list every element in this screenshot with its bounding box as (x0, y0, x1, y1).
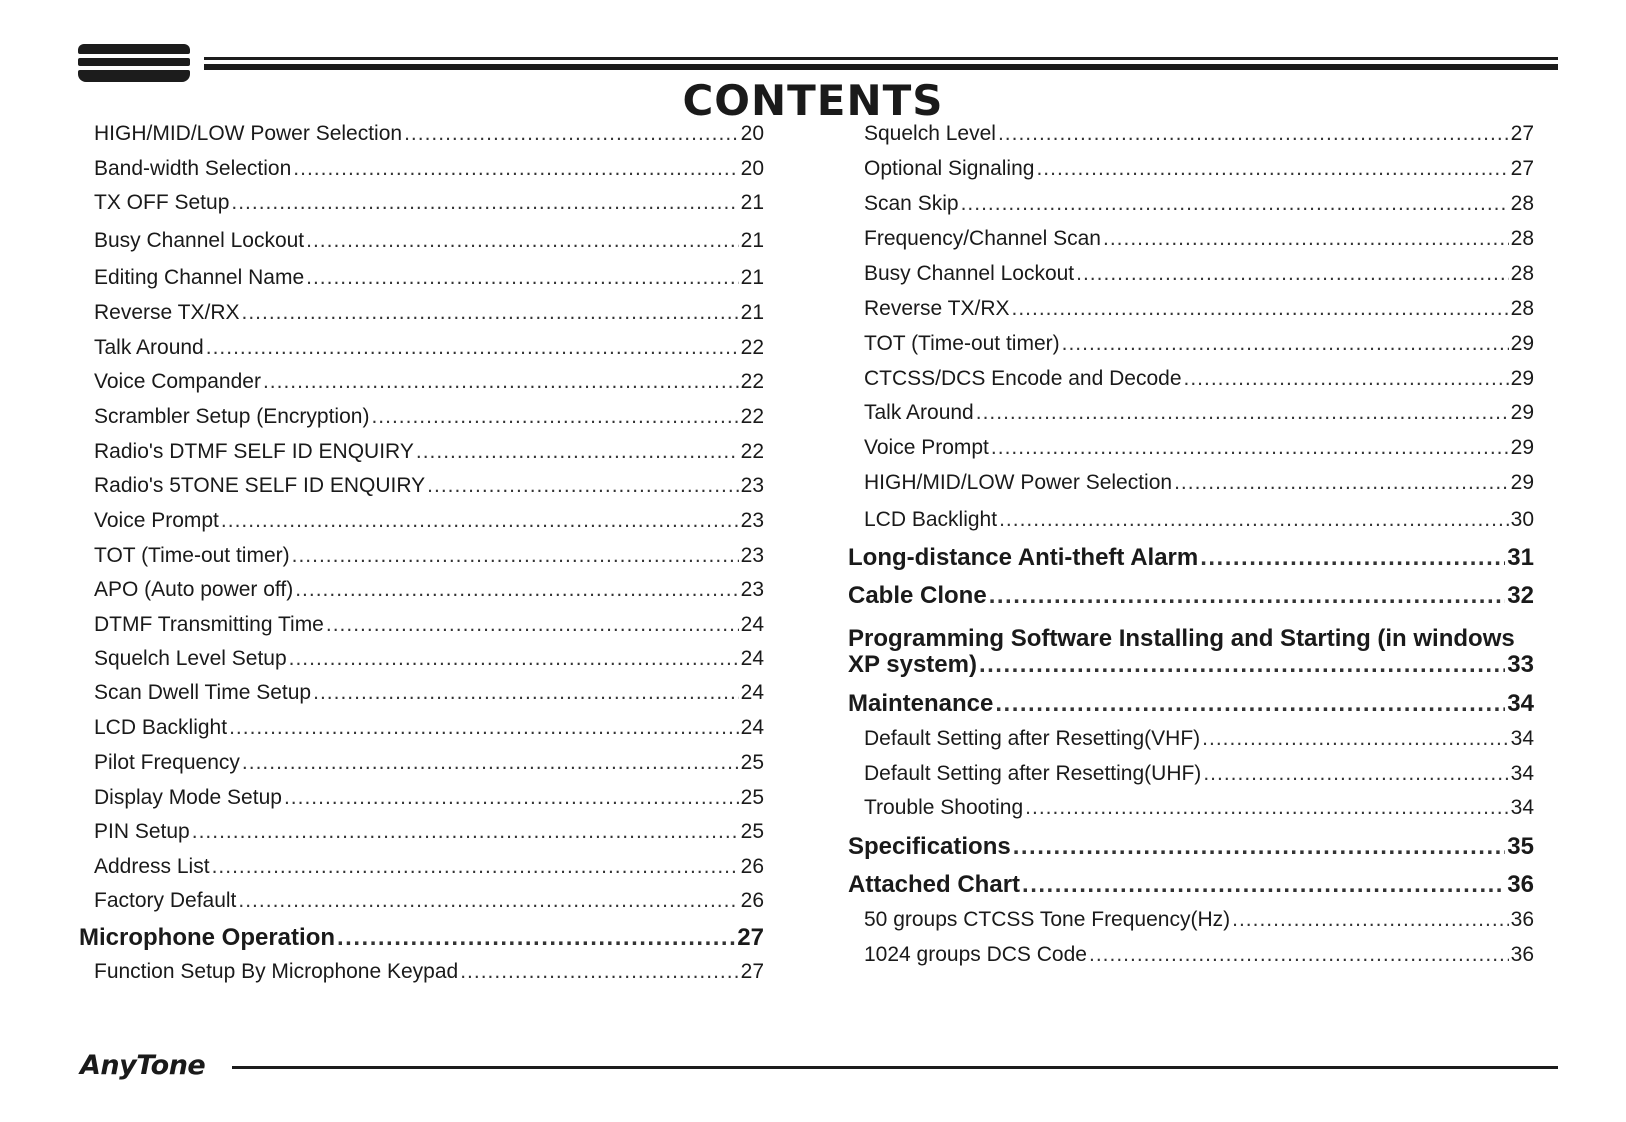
dot-leader (1174, 471, 1509, 495)
toc-entry[interactable] (94, 157, 764, 181)
toc-entry-title: Optional Signaling (864, 157, 1035, 180)
dot-leader (976, 401, 1509, 425)
toc-entry-title: Attached Chart (848, 871, 1021, 898)
toc-entry-title: Factory Default (94, 889, 237, 912)
toc-entry[interactable] (94, 440, 764, 464)
dot-leader (206, 336, 739, 360)
toc-entry[interactable] (864, 332, 1534, 356)
toc-entry[interactable] (94, 301, 764, 325)
toc-entry-title: TOT (Time-out timer) (94, 544, 290, 567)
dot-leader (1203, 762, 1508, 786)
toc-entry-title: Long-distance Anti-theft Alarm (848, 544, 1199, 571)
toc-entry[interactable] (94, 229, 764, 253)
dot-leader (1012, 297, 1509, 321)
toc-entry-page: 21 (740, 229, 764, 252)
toc-entry-page: 34 (1510, 762, 1534, 785)
toc-entry-title: 1024 groups DCS Code (864, 943, 1087, 966)
toc-entry-page: 34 (1510, 727, 1534, 750)
toc-entry-page: 25 (740, 820, 764, 843)
toc-entry-title: Address List (94, 855, 210, 878)
toc-entry[interactable] (94, 855, 764, 879)
dot-leader (1200, 544, 1505, 572)
toc-entry[interactable] (94, 681, 764, 705)
toc-entry-page: 35 (1507, 833, 1534, 860)
toc-entry-page: 29 (1510, 436, 1534, 459)
toc-entry-page: 27 (1510, 157, 1534, 180)
toc-entry[interactable] (864, 727, 1534, 751)
toc-entry[interactable] (94, 191, 764, 215)
toc-entry-title: Scan Skip (864, 192, 959, 215)
toc-entry[interactable] (94, 370, 764, 394)
toc-entry-title: Band-width Selection (94, 157, 292, 180)
dot-leader (295, 578, 738, 602)
toc-entry-page: 36 (1510, 943, 1534, 966)
toc-entry-title: Reverse TX/RX (94, 301, 240, 324)
toc-entry[interactable] (864, 122, 1534, 146)
dot-leader (192, 820, 739, 844)
toc-entry[interactable] (864, 508, 1534, 532)
toc-entry-page: 20 (740, 122, 764, 145)
header-bar (78, 58, 190, 66)
toc-entry-page: 22 (740, 405, 764, 428)
toc-entry-page: 25 (740, 786, 764, 809)
toc-entry-page: 29 (1510, 401, 1534, 424)
toc-entry[interactable] (864, 192, 1534, 216)
toc-entry-page: 30 (1510, 508, 1534, 531)
toc-entry[interactable] (94, 509, 764, 533)
toc-entry-title: LCD Backlight (864, 508, 998, 531)
toc-entry[interactable] (864, 471, 1534, 495)
dot-leader (263, 370, 739, 394)
toc-entry-page: 23 (740, 578, 764, 601)
dot-leader (326, 613, 739, 637)
toc-entry-title: Voice Compander (94, 370, 261, 393)
toc-entry-page: 27 (1510, 122, 1534, 145)
toc-entry-title: Default Setting after Resetting(VHF) (864, 727, 1201, 750)
toc-entry-title: Microphone Operation (79, 924, 336, 951)
dot-leader (1103, 227, 1509, 251)
dot-leader (416, 440, 739, 464)
toc-entry[interactable] (864, 262, 1534, 286)
dot-leader (998, 122, 1509, 146)
toc-entry[interactable] (94, 336, 764, 360)
toc-entry-page: 34 (1510, 796, 1534, 819)
toc-entry-title: Function Setup By Microphone Keypad (94, 960, 459, 983)
toc-entry-title: Radio's 5TONE SELF ID ENQUIRY (94, 474, 426, 497)
toc-entry-page: 24 (740, 716, 764, 739)
toc-entry[interactable] (79, 924, 764, 952)
toc-entry-page: 29 (1510, 332, 1534, 355)
toc-entry-page: 20 (740, 157, 764, 180)
dot-leader (284, 786, 739, 810)
dot-leader (292, 544, 739, 568)
toc-entry-page: 25 (740, 751, 764, 774)
toc-entry[interactable] (94, 474, 764, 498)
toc-entry-page: 21 (740, 191, 764, 214)
toc-entry-title: Pilot Frequency (94, 751, 240, 774)
toc-entry-page: 28 (1510, 297, 1534, 320)
toc-entry-title: Busy Channel Lockout (864, 262, 1075, 285)
toc-entry-page: 29 (1510, 471, 1534, 494)
toc-entry-page: 26 (740, 889, 764, 912)
header-bar (78, 44, 190, 54)
toc-entry-title: Voice Prompt (94, 509, 219, 532)
dot-leader (427, 474, 738, 498)
toc-entry-page: 27 (740, 960, 764, 983)
toc-entry-title: Maintenance (848, 690, 994, 717)
toc-entry-page: 36 (1507, 871, 1534, 898)
dot-leader (1025, 796, 1508, 820)
toc-entry[interactable] (864, 367, 1534, 391)
dot-leader (306, 266, 739, 290)
dot-leader (337, 924, 735, 952)
toc-entry-page: 22 (740, 336, 764, 359)
toc-entry-page: 32 (1507, 582, 1534, 609)
toc-entry-page: 24 (740, 613, 764, 636)
toc-entry-page: 33 (1507, 651, 1534, 678)
dot-leader (961, 192, 1509, 216)
toc-entry-title: DTMF Transmitting Time (94, 613, 324, 636)
toc-entry[interactable] (94, 613, 764, 637)
toc-entry-title: HIGH/MID/LOW Power Selection (864, 471, 1173, 494)
toc-entry-page: 24 (740, 681, 764, 704)
toc-entry-page: 23 (740, 474, 764, 497)
toc-entry[interactable] (864, 401, 1534, 425)
toc-entry-page: 28 (1510, 192, 1534, 215)
toc-entry-title: XP system) (848, 651, 977, 678)
toc-entry[interactable] (864, 227, 1534, 251)
toc-entry-title: HIGH/MID/LOW Power Selection (94, 122, 403, 145)
toc-entry[interactable] (94, 889, 764, 913)
toc-entry[interactable] (94, 122, 764, 146)
toc-entry[interactable] (848, 871, 1534, 899)
dot-leader (991, 436, 1509, 460)
toc-entry[interactable] (94, 820, 764, 844)
dot-leader (293, 157, 738, 181)
toc-entry-title: Talk Around (864, 401, 974, 424)
toc-entry-title: CTCSS/DCS Encode and Decode (864, 367, 1182, 390)
toc-entry[interactable] (864, 908, 1534, 932)
toc-entry[interactable] (94, 266, 764, 290)
dot-leader (1202, 727, 1508, 751)
toc-entry-title: Frequency/Channel Scan (864, 227, 1101, 250)
toc-entry[interactable] (864, 796, 1534, 820)
toc-entry[interactable] (864, 762, 1534, 786)
toc-entry-title: TOT (Time-out timer) (864, 332, 1060, 355)
toc-entry[interactable] (94, 578, 764, 602)
header-rule (204, 64, 1558, 70)
dot-leader (1232, 908, 1509, 932)
toc-entry-page: 36 (1510, 908, 1534, 931)
toc-entry-page: 27 (737, 924, 764, 951)
toc-entry-title: Editing Channel Name (94, 266, 305, 289)
toc-entry-title: Scan Dwell Time Setup (94, 681, 312, 704)
toc-entry-title-line1[interactable]: Programming Software Installing and Starting (in windows (848, 625, 1515, 652)
dot-leader (995, 690, 1505, 718)
toc-entry[interactable] (864, 157, 1534, 181)
dot-leader (1022, 871, 1505, 899)
toc-entry[interactable] (94, 716, 764, 740)
toc-entry-page: 34 (1507, 690, 1534, 717)
dot-leader (212, 855, 739, 879)
toc-entry[interactable] (94, 647, 764, 671)
footer-rule (232, 1066, 1558, 1069)
dot-leader (1062, 332, 1509, 356)
toc-entry-page: 29 (1510, 367, 1534, 390)
toc-entry[interactable] (94, 405, 764, 429)
dot-leader (371, 405, 738, 429)
toc-entry[interactable] (94, 786, 764, 810)
toc-entry-title: APO (Auto power off) (94, 578, 294, 601)
toc-entry[interactable] (864, 943, 1534, 967)
dot-leader (1013, 833, 1506, 861)
dot-leader (221, 509, 739, 533)
toc-entry-title: Trouble Shooting (864, 796, 1024, 819)
toc-entry[interactable] (848, 690, 1534, 718)
dot-leader (979, 651, 1505, 679)
toc-entry-title: Cable Clone (848, 582, 987, 609)
dot-leader (238, 889, 738, 913)
toc-entry[interactable] (848, 582, 1534, 610)
toc-entry[interactable] (848, 651, 1534, 679)
toc-entry-title: LCD Backlight (94, 716, 228, 739)
toc-entry-title: Talk Around (94, 336, 204, 359)
brand-logo: AnyTone (80, 1050, 206, 1081)
toc-entry[interactable] (864, 297, 1534, 321)
dot-leader (1036, 157, 1508, 181)
dot-leader (460, 960, 738, 984)
dot-leader (231, 191, 738, 215)
dot-leader (989, 582, 1506, 610)
dot-leader (313, 681, 739, 705)
toc-entry-title: Reverse TX/RX (864, 297, 1010, 320)
dot-leader (1184, 367, 1509, 391)
dot-leader (242, 751, 739, 775)
toc-entry-page: 23 (740, 544, 764, 567)
toc-entry-title: Default Setting after Resetting(UHF) (864, 762, 1202, 785)
dot-leader (999, 508, 1509, 532)
toc-entry[interactable] (848, 833, 1534, 861)
toc-entry[interactable] (864, 436, 1534, 460)
toc-entry-page: 28 (1510, 227, 1534, 250)
toc-entry-title: Voice Prompt (864, 436, 989, 459)
toc-entry-page: 24 (740, 647, 764, 670)
toc-entry-page: 26 (740, 855, 764, 878)
dot-leader (1076, 262, 1509, 286)
toc-entry-page: 21 (740, 266, 764, 289)
toc-entry-page: 23 (740, 509, 764, 532)
dot-leader (306, 229, 739, 253)
toc-entry-title: Squelch Level Setup (94, 647, 287, 670)
toc-entry-page: 31 (1507, 544, 1534, 571)
toc-entry-title: TX OFF Setup (94, 191, 230, 214)
toc-entry-title: Display Mode Setup (94, 786, 282, 809)
toc-entry-title: Radio's DTMF SELF ID ENQUIRY (94, 440, 414, 463)
toc-entry[interactable] (848, 544, 1534, 572)
toc-entry-title: PIN Setup (94, 820, 190, 843)
dot-leader (404, 122, 739, 146)
dot-leader (242, 301, 739, 325)
toc-entry-page: 28 (1510, 262, 1534, 285)
toc-entry-title: 50 groups CTCSS Tone Frequency(Hz) (864, 908, 1231, 931)
toc-entry-title: Scrambler Setup (Encryption) (94, 405, 370, 428)
toc-entry-page: 22 (740, 440, 764, 463)
toc-entry[interactable] (94, 751, 764, 775)
toc-entry-title: Busy Channel Lockout (94, 229, 305, 252)
toc-entry-page: 22 (740, 370, 764, 393)
toc-entry-page: 21 (740, 301, 764, 324)
header-rule (204, 57, 1558, 60)
toc-entry-title: Squelch Level (864, 122, 996, 145)
toc-entry[interactable] (94, 544, 764, 568)
dot-leader (229, 716, 739, 740)
page-title: CONTENTS (682, 76, 944, 125)
dot-leader (289, 647, 739, 671)
toc-entry-title: Specifications (848, 833, 1011, 860)
dot-leader (1089, 943, 1509, 967)
toc-entry[interactable] (94, 960, 764, 984)
